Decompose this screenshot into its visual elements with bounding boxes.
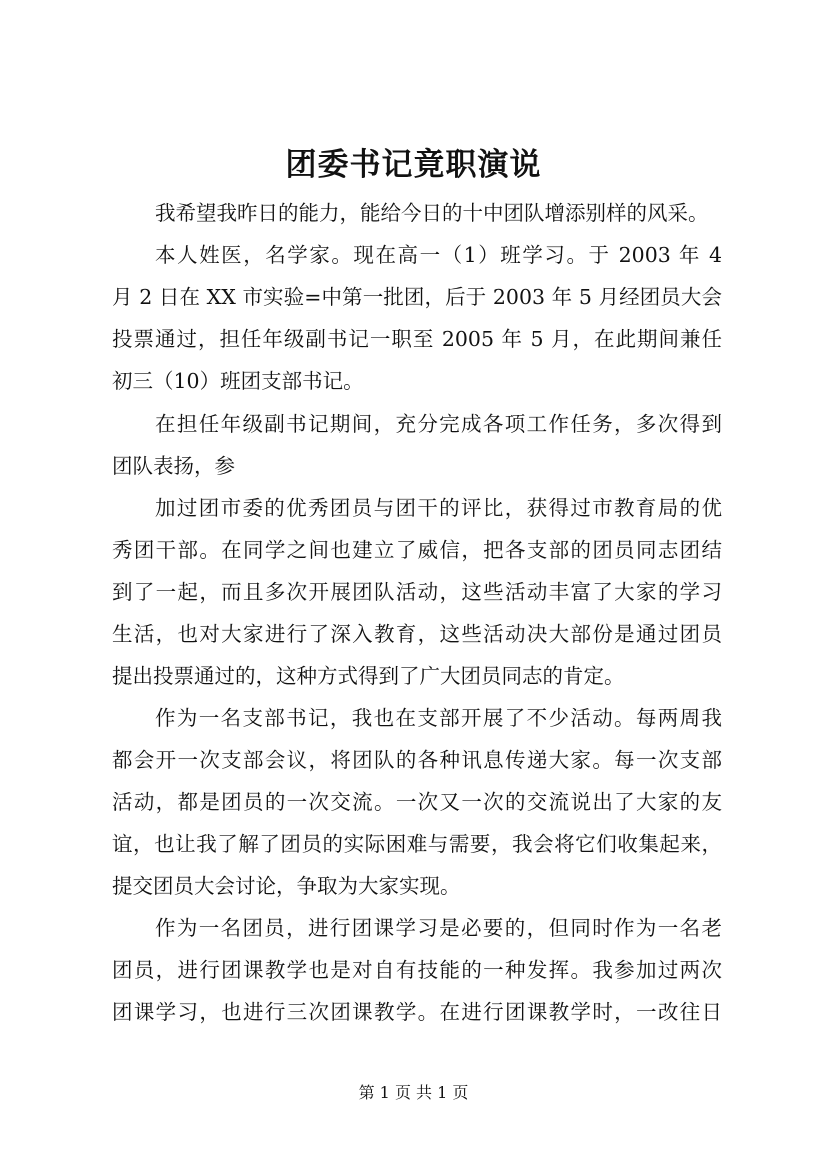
paragraph-line: 团课学习，也进行三次团课教学。在进行团课教学时，一改往日 — [112, 1000, 722, 1024]
paragraph-line: 加过团市委的优秀团员与团干的评比，获得过市教育局的优 — [155, 496, 722, 520]
paragraph-line: 作为一名团员，进行团课学习是必要的，但同时作为一名老 — [155, 916, 722, 940]
document-title: 团委书记竟职演说 — [285, 147, 542, 183]
paragraph-line: 作为一名支部书记，我也在支部开展了不少活动。每两周我 — [155, 706, 722, 730]
paragraph-line: 团队表扬，参 — [112, 454, 235, 478]
paragraph-line: 活动，都是团员的一次交流。一次又一次的交流说出了大家的友 — [112, 790, 722, 814]
paragraph-line: 到了一起，而且多次开展团队活动，这些活动丰富了大家的学习 — [112, 580, 722, 604]
paragraph-line: 秀团干部。在同学之间也建立了威信，把各支部的团员同志团结 — [112, 538, 722, 562]
paragraph-line: 在担任年级副书记期间，充分完成各项工作任务，多次得到 — [155, 412, 722, 436]
paragraph-line: 提交团员大会讨论，争取为大家实现。 — [112, 874, 461, 898]
paragraph-line: 本人姓医，名学家。现在高一（1）班学习。于 2003 年 4 — [155, 243, 722, 267]
paragraph-line: 团员，进行团课教学也是对自有技能的一种发挥。我参加过两次 — [112, 958, 722, 982]
paragraph-line: 初三（10）班团支部书记。 — [112, 369, 364, 393]
paragraph-line: 我希望我昨日的能力，能给今日的十中团队增添别样的风采。 — [155, 201, 709, 225]
paragraph-line: 提出投票通过的，这种方式得到了广大团员同志的肯定。 — [112, 664, 625, 688]
paragraph-line: 都会开一次支部会议，将团队的各种讯息传递大家。每一次支部 — [112, 748, 722, 772]
paragraph-line: 谊，也让我了解了团员的实际困难与需要，我会将它们收集起来， — [112, 832, 722, 856]
paragraph-line: 月 2 日在 XX 市实验=中第一批团，后于 2003 年 5 月经团员大会 — [112, 285, 722, 309]
page-number-footer: 第 1 页 共 1 页 — [358, 1083, 469, 1102]
paragraph-line: 投票通过，担任年级副书记一职至 2005 年 5 月，在此期间兼任 — [112, 327, 722, 351]
paragraph-line: 生活，也对大家进行了深入教育，这些活动决大部份是通过团员 — [112, 622, 722, 646]
